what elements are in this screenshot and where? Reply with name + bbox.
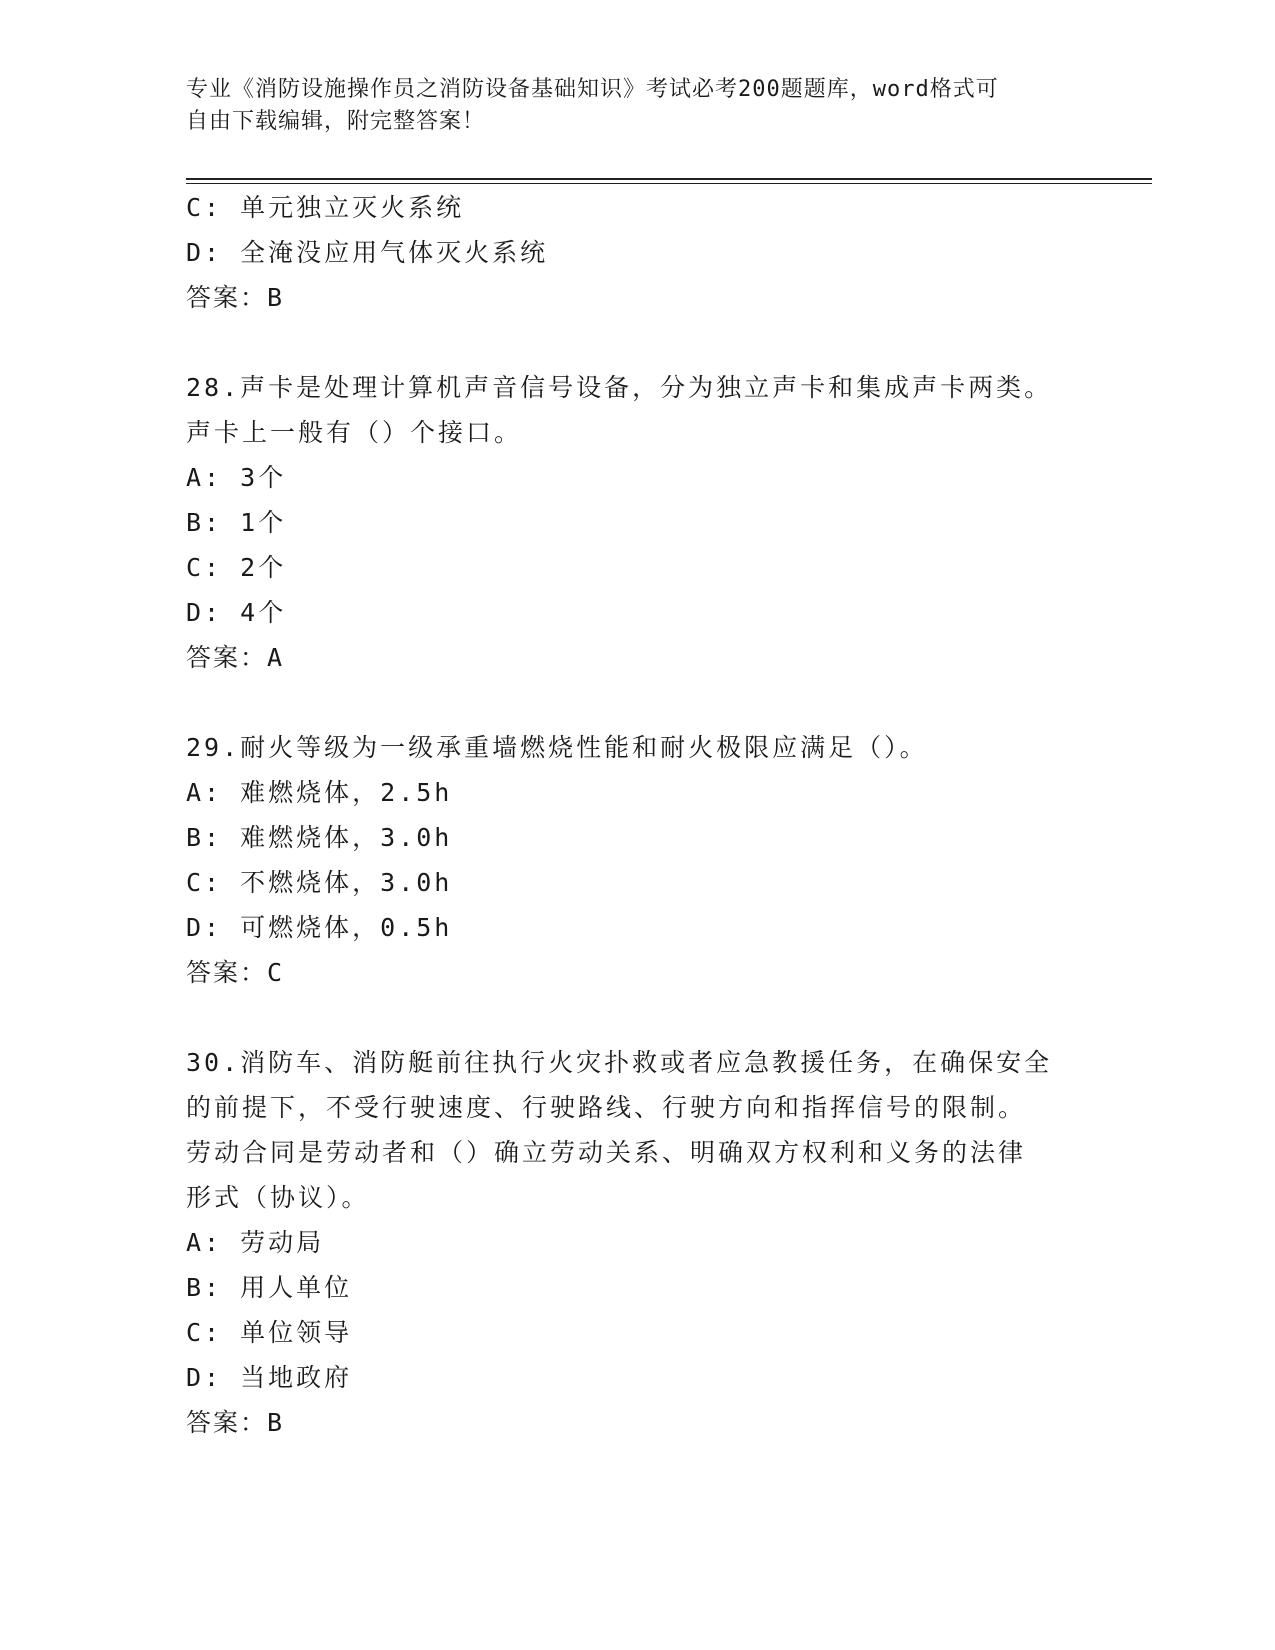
q29-option-d: D: 可燃烧体，0.5h — [186, 913, 453, 942]
q30-option-b: B: 用人单位 — [186, 1273, 353, 1302]
q27-answer: 答案：B — [186, 283, 285, 312]
q28-text-line-2: 声卡上一般有（）个接口。 — [186, 418, 523, 447]
q29-option-c: C: 不燃烧体，3.0h — [186, 868, 453, 897]
header-line-1: 专业《消防设施操作员之消防设备基础知识》考试必考200题题库，word格式可 — [186, 77, 999, 102]
q29-option-a: A: 难燃烧体，2.5h — [186, 778, 453, 807]
header-line-2: 自由下载编辑，附完整答案！ — [186, 109, 486, 134]
q29-text-line-1: 29.耐火等级为一级承重墙燃烧性能和耐火极限应满足（）。 — [186, 733, 928, 762]
q29-answer: 答案：C — [186, 958, 285, 987]
q30-answer: 答案：B — [186, 1408, 285, 1437]
q27-option-c: C: 单元独立灭火系统 — [186, 193, 465, 222]
q28-option-a: A: 3个 — [186, 463, 287, 492]
q30-text-line-4: 形式（协议）。 — [186, 1183, 370, 1212]
q30-option-a: A: 劳动局 — [186, 1228, 325, 1257]
q30-option-d: D: 当地政府 — [186, 1363, 353, 1392]
q30-option-c: C: 单位领导 — [186, 1318, 353, 1347]
q29-option-b: B: 难燃烧体，3.0h — [186, 823, 453, 852]
q28-option-c: C: 2个 — [186, 553, 287, 582]
document-header — [186, 74, 1066, 138]
q28-option-b: B: 1个 — [186, 508, 287, 537]
q30-text-line-3: 劳动合同是劳动者和（）确立劳动关系、明确双方权利和义务的法律 — [186, 1138, 1027, 1167]
header-rule-thick — [186, 178, 1152, 180]
q28-answer: 答案：A — [186, 643, 285, 672]
q30-text-line-2: 的前提下，不受行驶速度、行驶路线、行驶方向和指挥信号的限制。 — [186, 1093, 1027, 1122]
q28-text-line-1: 28.声卡是处理计算机声音信号设备，分为独立声卡和集成声卡两类。 — [186, 373, 1053, 402]
q27-option-d: D: 全淹没应用气体灭火系统 — [186, 238, 549, 267]
q30-text-line-1: 30.消防车、消防艇前往执行火灾扑救或者应急教援任务，在确保安全 — [186, 1048, 1053, 1077]
q28-option-d: D: 4个 — [186, 598, 287, 627]
header-rule-thin — [186, 183, 1152, 184]
